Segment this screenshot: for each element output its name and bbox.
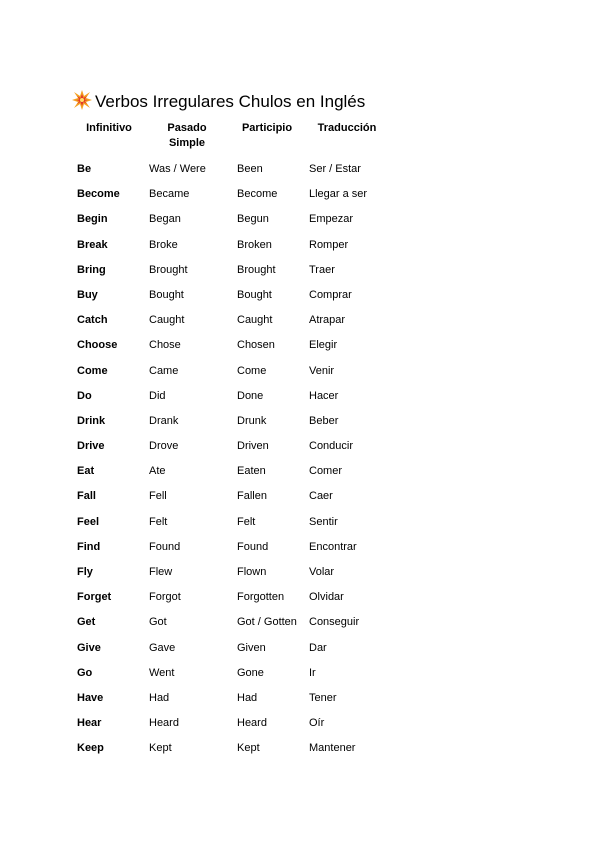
infinitive-cell: Give <box>77 641 101 654</box>
translation-cell: Encontrar <box>309 540 357 553</box>
past-simple-cell: Drank <box>149 414 179 427</box>
past-simple-cell: Came <box>149 364 179 377</box>
participle-cell: Drunk <box>237 414 267 427</box>
translation-cell: Ser / Estar <box>309 163 361 175</box>
translation-cell: Mantener <box>309 742 356 755</box>
past-simple-cell: Heard <box>149 717 179 730</box>
translation-cell: Hacer <box>309 389 339 402</box>
infinitive-cell: Bring <box>77 263 106 276</box>
translation-cell: Llegar a ser <box>309 188 368 201</box>
past-simple-cell: Bought <box>149 288 184 301</box>
participle-cell: Caught <box>237 314 273 327</box>
translation-cell: Conducir <box>309 440 354 453</box>
past-simple-cell: Kept <box>149 742 172 755</box>
translation-cell: Sentir <box>309 515 338 528</box>
participle-cell: Bought <box>237 288 272 301</box>
header-pasado-simple <box>148 121 226 151</box>
verb-table <box>0 160 600 765</box>
translation-cell: Comprar <box>309 288 352 301</box>
translation-cell: Conseguir <box>309 616 360 629</box>
table-row <box>0 336 600 361</box>
past-simple-cell: Forgot <box>149 591 181 604</box>
past-simple-cell: Went <box>149 666 175 679</box>
participle-cell: Forgotten <box>237 591 285 604</box>
translation-cell: Oír <box>309 717 325 730</box>
translation-cell: Elegir <box>309 339 338 352</box>
past-simple-cell: Chose <box>149 339 181 352</box>
participle-cell: Eaten <box>237 465 266 478</box>
table-row <box>0 714 600 739</box>
infinitive-cell: Become <box>77 188 120 201</box>
past-simple-cell: Gave <box>149 641 176 654</box>
infinitive-cell: Have <box>77 691 104 704</box>
table-row <box>0 210 600 235</box>
collision-icon <box>72 90 92 110</box>
infinitive-cell: Choose <box>77 339 118 352</box>
past-simple-cell: Flew <box>149 566 173 578</box>
table-row <box>0 462 600 487</box>
past-simple-cell: Was / Were <box>149 163 206 175</box>
table-row <box>0 513 600 538</box>
participle-cell: Come <box>237 364 267 377</box>
table-row <box>0 487 600 512</box>
translation-cell: Tener <box>309 691 337 704</box>
infinitive-cell: Drink <box>77 414 106 427</box>
table-row <box>0 236 600 261</box>
infinitive-cell: Eat <box>77 465 95 478</box>
participle-cell: Broken <box>237 238 272 251</box>
past-simple-cell: Did <box>149 389 166 402</box>
page-title <box>72 90 365 112</box>
translation-cell: Volar <box>309 566 335 578</box>
table-row <box>0 538 600 563</box>
translation-cell: Dar <box>309 641 327 654</box>
participle-cell: Been <box>237 163 263 175</box>
participle-cell: Chosen <box>237 339 275 352</box>
past-simple-cell: Felt <box>149 515 168 528</box>
translation-cell: Venir <box>309 364 335 377</box>
table-row <box>0 412 600 437</box>
table-row <box>0 387 600 412</box>
infinitive-cell: Feel <box>77 515 100 528</box>
participle-cell: Done <box>237 389 264 402</box>
translation-cell: Comer <box>309 465 343 478</box>
participle-cell: Flown <box>237 566 267 578</box>
infinitive-cell: Keep <box>77 742 104 755</box>
participle-cell: Begun <box>237 213 269 226</box>
translation-cell: Beber <box>309 414 339 427</box>
infinitive-cell: Catch <box>77 314 108 327</box>
table-row <box>0 664 600 689</box>
past-simple-cell: Brought <box>149 263 188 276</box>
header-infinitivo: Infinitivo <box>86 122 132 134</box>
participle-cell: Kept <box>237 742 260 755</box>
infinitive-cell: Drive <box>77 440 105 453</box>
table-row <box>0 185 600 210</box>
translation-cell: Caer <box>309 490 333 503</box>
header-participio: Participio <box>241 122 293 134</box>
past-simple-cell: Got <box>149 616 167 629</box>
table-row <box>0 739 600 764</box>
participle-cell: Had <box>237 691 258 704</box>
translation-cell: Traer <box>309 263 335 276</box>
translation-cell: Romper <box>309 238 349 251</box>
participle-cell: Driven <box>237 440 269 453</box>
table-row <box>0 613 600 638</box>
infinitive-cell: Come <box>77 364 108 377</box>
infinitive-cell: Begin <box>77 213 108 226</box>
translation-cell: Empezar <box>309 213 354 226</box>
participle-cell: Felt <box>237 515 256 528</box>
table-row <box>0 362 600 387</box>
past-simple-cell: Caught <box>149 314 185 327</box>
table-row <box>0 639 600 664</box>
infinitive-cell: Fly <box>77 566 93 578</box>
infinitive-cell: Fall <box>77 490 96 503</box>
past-simple-cell: Ate <box>149 465 166 478</box>
participle-cell: Found <box>237 540 269 553</box>
participle-cell: Got / Gotten <box>237 616 297 629</box>
participle-cell: Fallen <box>237 490 267 503</box>
infinitive-cell: Find <box>77 540 101 553</box>
header-pasado-line1: Pasado <box>167 122 207 134</box>
past-simple-cell: Drove <box>149 440 179 453</box>
infinitive-cell: Go <box>77 666 93 679</box>
past-simple-cell: Became <box>149 188 190 201</box>
infinitive-cell: Hear <box>77 717 102 730</box>
table-row <box>0 689 600 714</box>
participle-cell: Become <box>237 188 278 201</box>
infinitive-cell: Buy <box>77 288 98 301</box>
participle-cell: Given <box>237 641 266 654</box>
header-pasado-line2: Simple <box>168 137 206 149</box>
table-row <box>0 563 600 588</box>
translation-cell: Atrapar <box>309 314 346 327</box>
infinitive-cell: Break <box>77 238 108 251</box>
table-row <box>0 588 600 613</box>
table-row <box>0 311 600 336</box>
infinitive-cell: Be <box>77 163 92 175</box>
past-simple-cell: Began <box>149 213 181 226</box>
title-text: Verbos Irregulares Chulos en Inglés <box>95 92 366 111</box>
participle-cell: Heard <box>237 717 267 730</box>
past-simple-cell: Found <box>149 540 181 553</box>
past-simple-cell: Broke <box>149 238 178 251</box>
participle-cell: Brought <box>237 263 276 276</box>
past-simple-cell: Fell <box>149 490 167 503</box>
infinitive-cell: Do <box>77 389 92 402</box>
infinitive-cell: Forget <box>77 591 112 604</box>
past-simple-cell: Had <box>149 691 170 704</box>
table-row <box>0 160 600 185</box>
table-row <box>0 437 600 462</box>
participle-cell: Gone <box>237 666 264 679</box>
table-row <box>0 261 600 286</box>
table-row <box>0 286 600 311</box>
infinitive-cell: Get <box>77 616 96 629</box>
header-traduccion: Traducción <box>317 122 377 134</box>
translation-cell: Olvidar <box>309 591 344 604</box>
translation-cell: Ir <box>309 666 316 679</box>
